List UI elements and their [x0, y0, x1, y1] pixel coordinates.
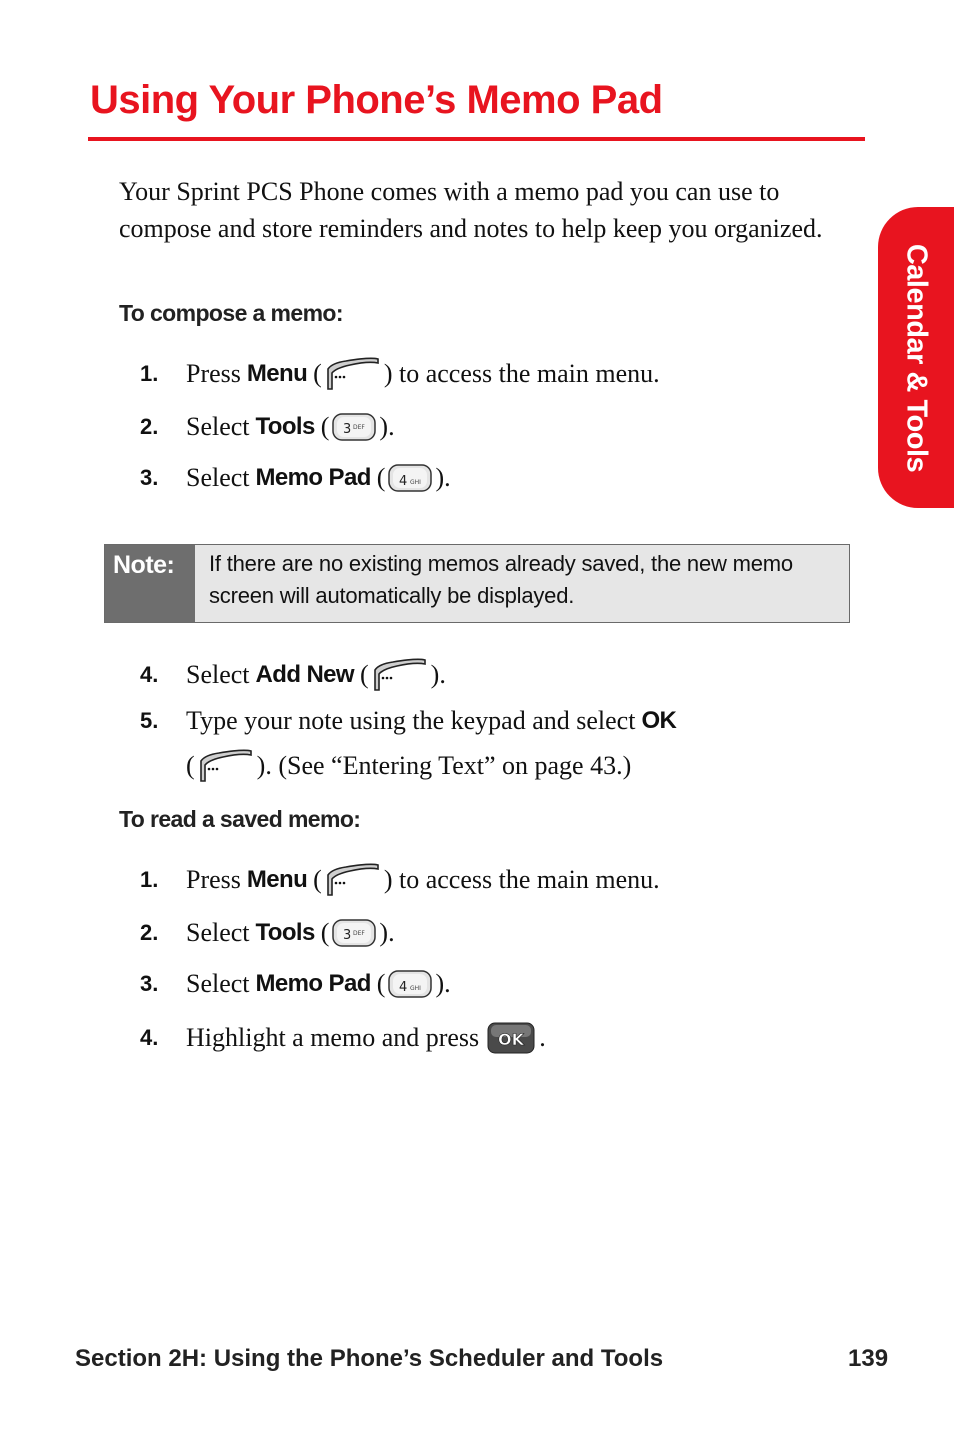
step-keyword: Memo Pad: [255, 464, 371, 491]
key-letters: GHI: [410, 985, 422, 992]
step-text-end: ).: [435, 969, 451, 998]
step-keyword: Tools: [255, 919, 315, 946]
step-text-end: ).: [435, 463, 451, 492]
step-keyword: Tools: [255, 413, 315, 440]
step-text-end: ) to access the main menu.: [383, 865, 660, 894]
key-digit: 3: [343, 928, 352, 943]
step-keyword: Menu: [246, 360, 308, 387]
step-number: 3.: [140, 465, 159, 490]
step-text-end: ).: [379, 412, 395, 441]
step-text: Press: [186, 865, 241, 894]
key-digit: 4: [399, 980, 408, 995]
key-letters: DEF: [353, 424, 366, 431]
intro-paragraph: Your Sprint PCS Phone comes with a memo pad you can use to compose and store reminders and notes to help keep you organized.: [119, 177, 823, 243]
section-side-tab: [878, 207, 954, 508]
key-digit: 4: [399, 474, 408, 489]
key-4-icon: [387, 462, 433, 494]
step-number: 1.: [140, 867, 159, 892]
footer-section-title: Section 2H: Using the Phone’s Scheduler and Tools: [75, 1345, 664, 1372]
step-number: 4.: [140, 1025, 159, 1050]
step-paren-open: (: [320, 918, 330, 947]
step-number: 1.: [140, 361, 159, 386]
key-3-icon: [331, 917, 377, 949]
step-text-end: ).: [379, 918, 395, 947]
read-heading: To read a saved memo:: [119, 806, 361, 832]
compose-heading: To compose a memo:: [119, 300, 343, 326]
step-number: 2.: [140, 920, 159, 945]
note-text: If there are no existing memos already saved, the new memo screen will automatically be displayed.: [195, 545, 849, 622]
key-letters: DEF: [353, 930, 366, 937]
softkey-icon: [324, 863, 382, 897]
step-text: Select: [186, 660, 250, 689]
step-paren-open: (: [376, 463, 386, 492]
step-keyword: Menu: [246, 866, 308, 893]
ok-key-label: OK: [498, 1030, 525, 1049]
softkey-icon: [197, 749, 255, 783]
step-number: 5.: [140, 708, 159, 733]
step-number: 4.: [140, 662, 159, 687]
step-paren-open: (: [376, 969, 386, 998]
step-text: Select: [186, 463, 250, 492]
key-4-icon: [387, 968, 433, 1000]
step-text-end: ).: [430, 660, 446, 689]
step-number: 3.: [140, 971, 159, 996]
step-text: Press: [186, 359, 241, 388]
note-label: Note:: [105, 545, 195, 622]
step-paren-open: (: [313, 865, 322, 894]
softkey-icon: [324, 357, 382, 391]
step-text: Select: [186, 412, 250, 441]
step-text-end: ) to access the main menu.: [383, 359, 660, 388]
step-paren-open: (: [360, 660, 369, 689]
step-text-end: ). (See “Entering Text” on page 43.): [256, 751, 632, 780]
step-text: Type your note using the keypad and select: [186, 706, 636, 735]
note-box: [104, 544, 850, 623]
step-keyword: OK: [641, 707, 677, 734]
ok-key-icon: [487, 1022, 535, 1054]
step-paren-open: (: [320, 412, 330, 441]
step-paren-open: (: [313, 359, 322, 388]
page-number: 139: [848, 1345, 889, 1372]
step-text: Select: [186, 969, 250, 998]
step-number: 2.: [140, 414, 159, 439]
step-text: Highlight a memo and press: [186, 1023, 480, 1052]
page-title: Using Your Phone’s Memo Pad: [90, 78, 663, 122]
softkey-icon: [371, 658, 429, 692]
step-text-end: .: [539, 1023, 546, 1052]
key-digit: 3: [343, 422, 352, 437]
step-keyword: Add New: [255, 661, 354, 688]
side-tab-label: Calendar & Tools: [900, 243, 933, 472]
key-letters: GHI: [410, 479, 422, 486]
title-rule: [88, 137, 865, 141]
step-text: Select: [186, 918, 250, 947]
step-paren-open: (: [186, 751, 195, 780]
step-keyword: Memo Pad: [255, 970, 371, 997]
key-3-icon: [331, 411, 377, 443]
